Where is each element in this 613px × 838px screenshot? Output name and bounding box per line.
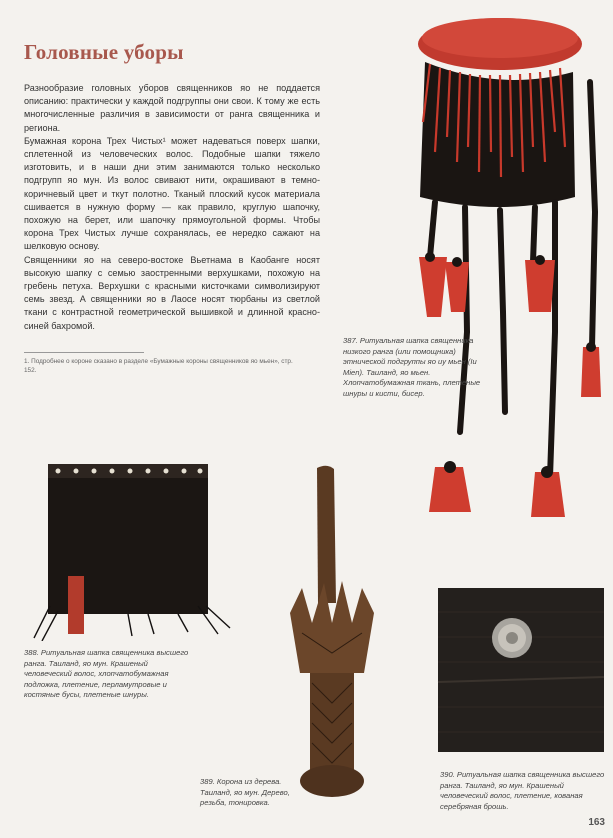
footnote: 1. Подробнее о короне сказано в разделе «Бумажные короны священников яо мьен», стр. 152. xyxy=(24,358,293,374)
caption-387: 387. Ритуальная шапка священника низкого ранга (или помощника) этнической подгруппы яо иу мьен (Iu Mien). Таиланд, яо мьен. Хлопчатобумажная ткань, плетеные шнуры и кисти, бисер. xyxy=(343,336,481,398)
caption-388: 388. Ритуальная шапка священника высшего ранга. Таиланд, яо мун. Крашеный человеческий волос, хлопчатобумажная подложка, плетение, перламутровые и костяные бусы, плетеные шнуры. xyxy=(24,648,189,700)
paragraph-2: Бумажная корона Трех Чистых¹ может надеваться поверх шапки, сплетенной из человеческих волос. Подобные шапки тяжело изготовить, и в наши дни этим занимаются только несколько подгрупп яо мун. Из волос свивают нити, окрашивают в темно-коричневый цвет и ткут полотно. Тканый плоский кусок материала сшивается в нужную форму — как правило, круглую шапочку, похожую на берет, или шапочку прямоугольной формы. Чтобы корона Трех Чистых лучше сохранялась, ее нередко сажают на шелковую основу. xyxy=(24,135,320,252)
page-title: Головные уборы xyxy=(24,40,184,64)
crown-389-image xyxy=(282,463,382,803)
caption-389: 389. Корона из дерева. Таиланд, яо мун. Дерево, резьба, тонировка. xyxy=(200,777,290,808)
paragraph-1: Разнообразие головных уборов священников яо не поддается описанию: практически у каждой подгруппы они свои. К тому же есть многочисленные различия в зависимости от ранга священника и региона. xyxy=(24,83,320,133)
caption-390: 390. Ритуальная шапка священника высшего ранга. Таиланд, яо мун. Крашеный человеческий волос, плетение, кованая серебряная брошь. xyxy=(440,770,605,811)
cap-387-image xyxy=(405,12,610,517)
page-number: 163 xyxy=(588,817,605,828)
cap-388-image xyxy=(28,456,233,641)
body-text xyxy=(24,82,320,333)
cap-390-image xyxy=(432,582,610,762)
paragraph-3: Священники яо на северо-востоке Вьетнама в Каобанге носят высокую шапку с семью заостренными верхушками, похожую на гребень петуха. Верхушки с красными кисточками символизируют семь звезд. А священники яо в Лаосе носят тюрбаны из светлой ткани с контрастной геометрической вышивкой и длинной красно-синей бахромой. xyxy=(24,254,320,331)
footnote-divider xyxy=(24,352,144,353)
